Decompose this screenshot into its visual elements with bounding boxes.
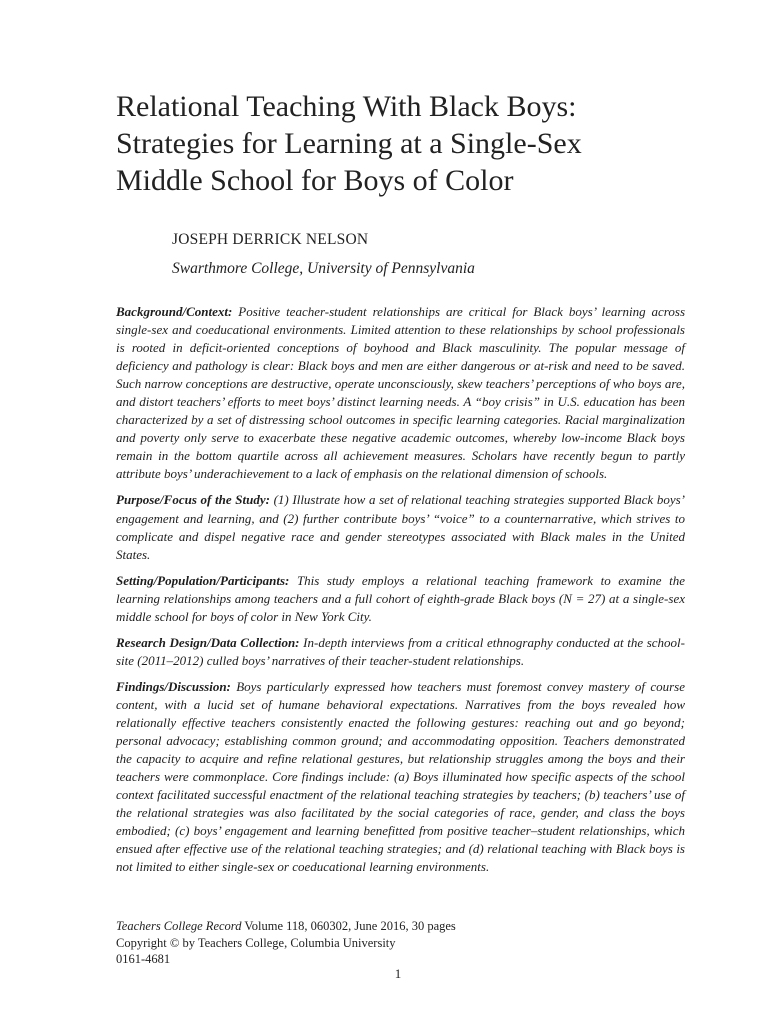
issn-line: 0161-4681 <box>116 952 171 966</box>
section-label: Research Design/Data Collection: <box>116 634 300 650</box>
abstract <box>116 303 685 884</box>
paper-title <box>116 88 676 199</box>
abstract-section-findings <box>116 678 685 877</box>
abstract-section-purpose <box>116 491 685 563</box>
section-label: Findings/Discussion: <box>116 678 231 694</box>
section-text: In-depth interviews from a critical ethnography conducted at the school-site (2011–2012) culled boys’ narratives of their teacher-student relationships. <box>116 634 686 668</box>
section-text: (1) Illustrate how a set of relational teaching strategies supported Black boys’ engagement and learning, and (2) further contribute boys’ “voice” to a counternarrative, which strives to complicate and dispel negative race and gender stereotypes associated with Black males in the United States. <box>116 492 685 562</box>
section-label: Setting/Population/Participants: <box>116 572 290 588</box>
section-label: Purpose/Focus of the Study: <box>116 492 270 508</box>
abstract-section-design <box>116 634 685 670</box>
citation-footer <box>116 918 456 968</box>
copyright-line: Copyright © by Teachers College, Columbia University <box>116 935 396 950</box>
abstract-section-background <box>116 303 685 483</box>
title-line: Strategies for Learning at a Single-Sex <box>116 127 582 160</box>
volume-info: Volume 118, 060302, June 2016, 30 pages <box>241 919 456 933</box>
journal-name: Teachers College Record <box>116 919 242 933</box>
page-number: 1 <box>394 966 402 981</box>
section-label: Background/Context: <box>116 304 233 319</box>
citation-line <box>116 918 456 935</box>
section-text: Positive teacher-student relationships are critical for Black boys’ learning across single-sex and coeducational environments. Limited attention to these relationships by school professionals is rooted in deficit-oriented conceptions of boyhood and Black masculinity. The popular message of deficiency and pathology is clear: Black boys and men are either dangerous or at-risk and need to be saved. Such narrow conceptions are destructive, operate unconsciously, skew teachers’ perceptions of who boys are, and distort teachers’ efforts to meet boys’ distinct learning needs. A “boy crisis” in U.S. education has been characterized by a set of distressing school outcomes in specific learning categories. Racial marginalization and poverty only serve to exacerbate these negative academic outcomes, whereby low-income Black boys remain in the bottom quartile across all achievement measures. Scholars have recently begun to partly attribute boys’ underachievement to a lack of emphasis on the relational dimension of schools. <box>116 304 685 482</box>
abstract-section-setting <box>116 572 685 626</box>
author-name: JOSEPH DERRICK NELSON <box>172 231 369 248</box>
section-text: This study employs a relational teaching framework to examine the learning relationships among teachers and a full cohort of eighth-grade Black boys (N = 27) at a single-sex middle school for boys of color in New York City. <box>116 572 686 624</box>
title-line: Middle School for Boys of Color <box>116 164 514 197</box>
section-text: Boys particularly expressed how teachers must foremost convey mastery of course content, with a lucid set of humane behavioral expectations. Narratives from the boys revealed how relationally effective teachers consistently enacted the following gestures: reaching out and go beyond; personal advocacy; establishing common ground; and accommodating opposition. Teachers demonstrated the capacity to acquire and refine relational gestures, but relationship struggles among the boys and their teachers were commonplace. Core findings include: (a) Boys illuminated how specific aspects of the school context facilitated successful enactment of the relational teaching strategies by teachers; (b) teachers’ use of the relational strategies was also facilitated by the social categories of race, gender, and class the boys embodied; (c) boys’ engagement and learning benefitted from positive teacher–student relationships, which ensued after effective use of the relational teaching strategies; and (d) relational teaching with Black boys is not limited to either single-sex or coeducational learning environments. <box>116 678 686 875</box>
author-affiliation: Swarthmore College, University of Pennsylvania <box>172 260 475 277</box>
title-line: Relational Teaching With Black Boys: <box>116 90 577 123</box>
